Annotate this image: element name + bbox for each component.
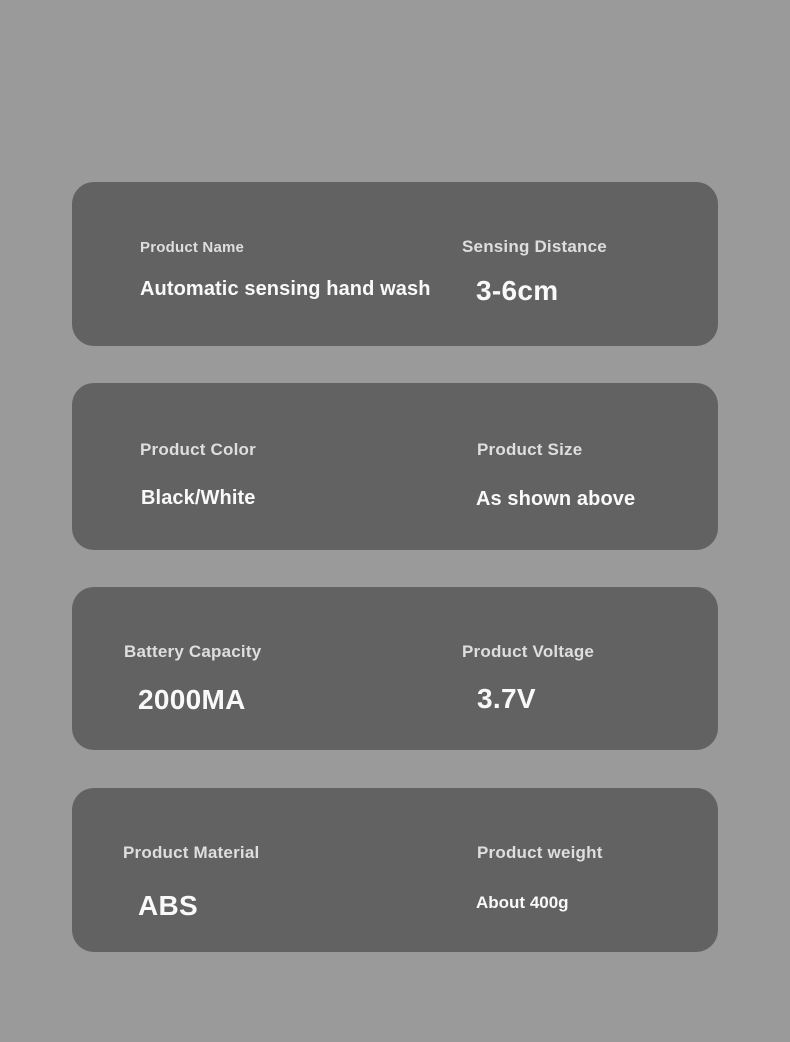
spec-card-material-weight bbox=[72, 788, 718, 952]
product-size-value: As shown above bbox=[476, 488, 636, 510]
battery-capacity-value: 2000MA bbox=[138, 684, 246, 715]
product-material-label: Product Material bbox=[123, 843, 260, 862]
product-color-label: Product Color bbox=[140, 440, 256, 459]
product-color-value: Black/White bbox=[141, 487, 256, 509]
spec-card-color-size bbox=[72, 383, 718, 550]
product-name-value: Automatic sensing hand wash bbox=[140, 278, 431, 300]
product-material-value: ABS bbox=[138, 890, 199, 921]
product-weight-label: Product weight bbox=[477, 843, 603, 862]
sensing-distance-label: Sensing Distance bbox=[462, 237, 607, 256]
product-size-label: Product Size bbox=[477, 440, 583, 459]
battery-capacity-label: Battery Capacity bbox=[124, 642, 262, 661]
sensing-distance-value: 3-6cm bbox=[476, 275, 559, 306]
product-voltage-value: 3.7V bbox=[477, 683, 536, 714]
product-weight-value: About 400g bbox=[476, 893, 569, 912]
product-voltage-label: Product Voltage bbox=[462, 642, 595, 661]
spec-card-name-distance bbox=[72, 182, 718, 346]
product-name-label: Product Name bbox=[140, 239, 245, 256]
spec-card-battery-voltage bbox=[72, 587, 718, 750]
